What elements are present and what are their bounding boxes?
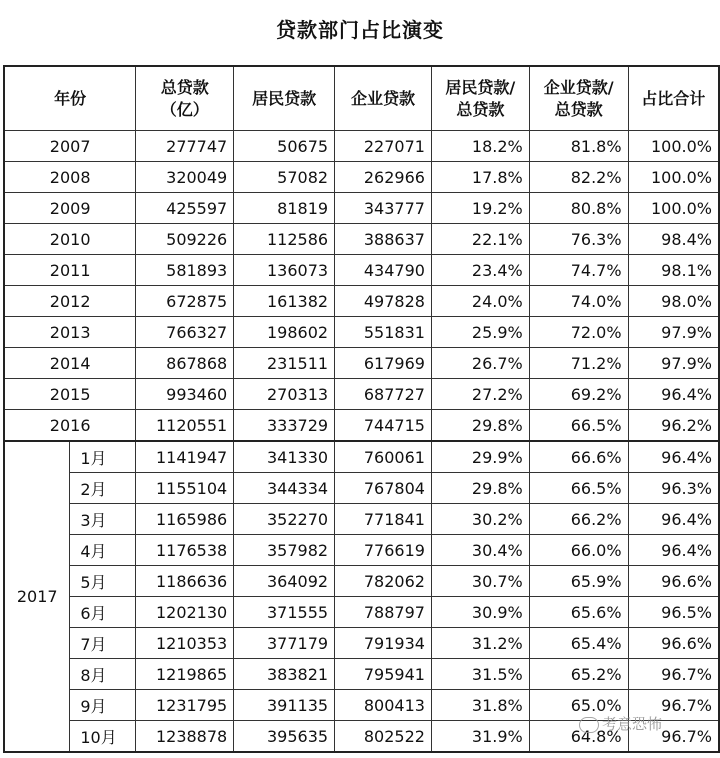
ent-ratio-cell: 81.8% <box>529 131 628 162</box>
total-cell: 766327 <box>136 317 234 348</box>
enterprise-cell: 760061 <box>335 441 432 473</box>
resident-cell: 112586 <box>234 224 335 255</box>
res-ratio-cell: 24.0% <box>431 286 529 317</box>
header-total-line1: 总贷款 <box>160 77 209 97</box>
year-cell: 2010 <box>4 224 136 255</box>
header-enterprise: 企业贷款 <box>335 66 432 131</box>
enterprise-cell: 262966 <box>335 162 432 193</box>
table-header-row <box>4 66 719 131</box>
resident-cell: 161382 <box>234 286 335 317</box>
total-cell: 1155104 <box>136 473 234 504</box>
ent-ratio-cell: 65.9% <box>529 566 628 597</box>
header-total <box>136 66 234 131</box>
resident-cell: 198602 <box>234 317 335 348</box>
total-cell: 672875 <box>136 286 234 317</box>
year-cell: 2014 <box>4 348 136 379</box>
res-ratio-cell: 31.2% <box>431 628 529 659</box>
total-cell: 425597 <box>136 193 234 224</box>
month-cell: 5月 <box>70 566 136 597</box>
ent-ratio-cell: 65.4% <box>529 628 628 659</box>
ent-ratio-cell: 66.5% <box>529 473 628 504</box>
res-ratio-cell: 31.8% <box>431 690 529 721</box>
enterprise-cell: 776619 <box>335 535 432 566</box>
sum-cell: 96.6% <box>628 566 719 597</box>
month-cell: 1月 <box>70 441 136 473</box>
res-ratio-cell: 27.2% <box>431 379 529 410</box>
resident-cell: 270313 <box>234 379 335 410</box>
ent-ratio-cell: 66.2% <box>529 504 628 535</box>
enterprise-cell: 802522 <box>335 721 432 753</box>
res-ratio-cell: 22.1% <box>431 224 529 255</box>
enterprise-cell: 343777 <box>335 193 432 224</box>
table-row <box>4 255 719 286</box>
total-cell: 1219865 <box>136 659 234 690</box>
page-title: 贷款部门占比演变 <box>276 18 444 42</box>
ent-ratio-cell: 82.2% <box>529 162 628 193</box>
sum-cell: 98.0% <box>628 286 719 317</box>
resident-cell: 231511 <box>234 348 335 379</box>
ent-ratio-cell: 72.0% <box>529 317 628 348</box>
year-cell: 2008 <box>4 162 136 193</box>
total-cell: 867868 <box>136 348 234 379</box>
enterprise-cell: 687727 <box>335 379 432 410</box>
sum-cell: 100.0% <box>628 162 719 193</box>
table-row <box>4 193 719 224</box>
res-ratio-cell: 30.4% <box>431 535 529 566</box>
sum-cell: 96.4% <box>628 441 719 473</box>
sum-cell: 96.4% <box>628 535 719 566</box>
year-cell: 2016 <box>4 410 136 442</box>
sum-cell: 96.7% <box>628 721 719 753</box>
enterprise-cell: 791934 <box>335 628 432 659</box>
res-ratio-cell: 31.9% <box>431 721 529 753</box>
total-cell: 581893 <box>136 255 234 286</box>
watermark-text: 考意恐怖 <box>602 715 663 733</box>
table-row <box>4 659 719 690</box>
res-ratio-cell: 23.4% <box>431 255 529 286</box>
total-cell: 1186636 <box>136 566 234 597</box>
ent-ratio-cell: 80.8% <box>529 193 628 224</box>
year-cell: 2009 <box>4 193 136 224</box>
ent-ratio-cell: 65.0% <box>529 690 628 721</box>
total-cell: 1231795 <box>136 690 234 721</box>
res-ratio-cell: 25.9% <box>431 317 529 348</box>
res-ratio-cell: 18.2% <box>431 131 529 162</box>
header-resident: 居民贷款 <box>234 66 335 131</box>
ent-ratio-cell: 66.5% <box>529 410 628 442</box>
total-cell: 509226 <box>136 224 234 255</box>
sum-cell: 98.1% <box>628 255 719 286</box>
header-res-ratio <box>431 66 529 131</box>
total-cell: 1120551 <box>136 410 234 442</box>
sum-cell: 96.4% <box>628 504 719 535</box>
header-res-ratio-line2: 总贷款 <box>456 99 505 119</box>
month-cell: 2月 <box>70 473 136 504</box>
table-row <box>4 441 719 473</box>
sum-cell: 96.3% <box>628 473 719 504</box>
ent-ratio-cell: 71.2% <box>529 348 628 379</box>
table-row <box>4 597 719 628</box>
month-cell: 8月 <box>70 659 136 690</box>
loan-share-table <box>3 65 720 753</box>
resident-cell: 357982 <box>234 535 335 566</box>
month-cell: 7月 <box>70 628 136 659</box>
table-row <box>4 628 719 659</box>
month-cell: 9月 <box>70 690 136 721</box>
table-row <box>4 410 719 442</box>
res-ratio-cell: 30.9% <box>431 597 529 628</box>
enterprise-cell: 767804 <box>335 473 432 504</box>
table-row <box>4 379 719 410</box>
enterprise-cell: 744715 <box>335 410 432 442</box>
enterprise-cell: 434790 <box>335 255 432 286</box>
year-cell: 2011 <box>4 255 136 286</box>
sum-cell: 96.2% <box>628 410 719 442</box>
sum-cell: 97.9% <box>628 348 719 379</box>
sum-cell: 96.7% <box>628 690 719 721</box>
header-sum-ratio: 占比合计 <box>628 66 719 131</box>
resident-cell: 377179 <box>234 628 335 659</box>
ent-ratio-cell: 64.8% <box>529 721 628 753</box>
resident-cell: 371555 <box>234 597 335 628</box>
table-row <box>4 286 719 317</box>
enterprise-cell: 617969 <box>335 348 432 379</box>
sum-cell: 96.4% <box>628 379 719 410</box>
sum-cell: 97.9% <box>628 317 719 348</box>
res-ratio-cell: 30.2% <box>431 504 529 535</box>
total-cell: 1141947 <box>136 441 234 473</box>
ent-ratio-cell: 65.6% <box>529 597 628 628</box>
sum-cell: 96.6% <box>628 628 719 659</box>
sum-cell: 100.0% <box>628 131 719 162</box>
header-res-ratio-line1: 居民贷款/ <box>445 77 516 97</box>
ent-ratio-cell: 69.2% <box>529 379 628 410</box>
sum-cell: 98.4% <box>628 224 719 255</box>
table-row <box>4 504 719 535</box>
year-cell: 2012 <box>4 286 136 317</box>
header-ent-ratio-line2: 总贷款 <box>554 99 603 119</box>
ent-ratio-cell: 74.7% <box>529 255 628 286</box>
ent-ratio-cell: 65.2% <box>529 659 628 690</box>
total-cell: 1176538 <box>136 535 234 566</box>
enterprise-cell: 795941 <box>335 659 432 690</box>
year-cell: 2013 <box>4 317 136 348</box>
ent-ratio-cell: 74.0% <box>529 286 628 317</box>
enterprise-cell: 771841 <box>335 504 432 535</box>
table-row <box>4 535 719 566</box>
enterprise-cell: 551831 <box>335 317 432 348</box>
sum-cell: 96.5% <box>628 597 719 628</box>
resident-cell: 136073 <box>234 255 335 286</box>
table-row <box>4 224 719 255</box>
resident-cell: 344334 <box>234 473 335 504</box>
header-ent-ratio <box>529 66 628 131</box>
resident-cell: 81819 <box>234 193 335 224</box>
sum-cell: 96.7% <box>628 659 719 690</box>
res-ratio-cell: 29.9% <box>431 441 529 473</box>
resident-cell: 364092 <box>234 566 335 597</box>
month-cell: 10月 <box>70 721 136 753</box>
table-row <box>4 473 719 504</box>
month-cell: 6月 <box>70 597 136 628</box>
resident-cell: 50675 <box>234 131 335 162</box>
watermark <box>579 713 662 734</box>
year-cell: 2007 <box>4 131 136 162</box>
res-ratio-cell: 30.7% <box>431 566 529 597</box>
total-cell: 993460 <box>136 379 234 410</box>
enterprise-cell: 388637 <box>335 224 432 255</box>
res-ratio-cell: 29.8% <box>431 410 529 442</box>
ent-ratio-cell: 66.0% <box>529 535 628 566</box>
ent-ratio-cell: 76.3% <box>529 224 628 255</box>
total-cell: 1165986 <box>136 504 234 535</box>
sum-cell: 100.0% <box>628 193 719 224</box>
enterprise-cell: 782062 <box>335 566 432 597</box>
total-cell: 1210353 <box>136 628 234 659</box>
ent-ratio-cell: 66.6% <box>529 441 628 473</box>
month-cell: 4月 <box>70 535 136 566</box>
res-ratio-cell: 29.8% <box>431 473 529 504</box>
enterprise-cell: 800413 <box>335 690 432 721</box>
res-ratio-cell: 17.8% <box>431 162 529 193</box>
table-row <box>4 162 719 193</box>
enterprise-cell: 497828 <box>335 286 432 317</box>
enterprise-cell: 788797 <box>335 597 432 628</box>
table-row <box>4 317 719 348</box>
total-cell: 1202130 <box>136 597 234 628</box>
resident-cell: 395635 <box>234 721 335 753</box>
header-year: 年份 <box>4 66 136 131</box>
table-row <box>4 131 719 162</box>
total-cell: 277747 <box>136 131 234 162</box>
enterprise-cell: 227071 <box>335 131 432 162</box>
header-ent-ratio-line1: 企业贷款/ <box>543 77 614 97</box>
res-ratio-cell: 31.5% <box>431 659 529 690</box>
resident-cell: 341330 <box>234 441 335 473</box>
res-ratio-cell: 26.7% <box>431 348 529 379</box>
resident-cell: 352270 <box>234 504 335 535</box>
month-cell: 3月 <box>70 504 136 535</box>
year-cell: 2015 <box>4 379 136 410</box>
total-cell: 320049 <box>136 162 234 193</box>
table-row <box>4 348 719 379</box>
table-row <box>4 566 719 597</box>
resident-cell: 57082 <box>234 162 335 193</box>
resident-cell: 391135 <box>234 690 335 721</box>
year-2017-cell: 2017 <box>4 441 70 752</box>
header-total-line2: （亿） <box>160 99 209 119</box>
resident-cell: 383821 <box>234 659 335 690</box>
res-ratio-cell: 19.2% <box>431 193 529 224</box>
resident-cell: 333729 <box>234 410 335 442</box>
total-cell: 1238878 <box>136 721 234 753</box>
wechat-icon <box>579 717 599 733</box>
